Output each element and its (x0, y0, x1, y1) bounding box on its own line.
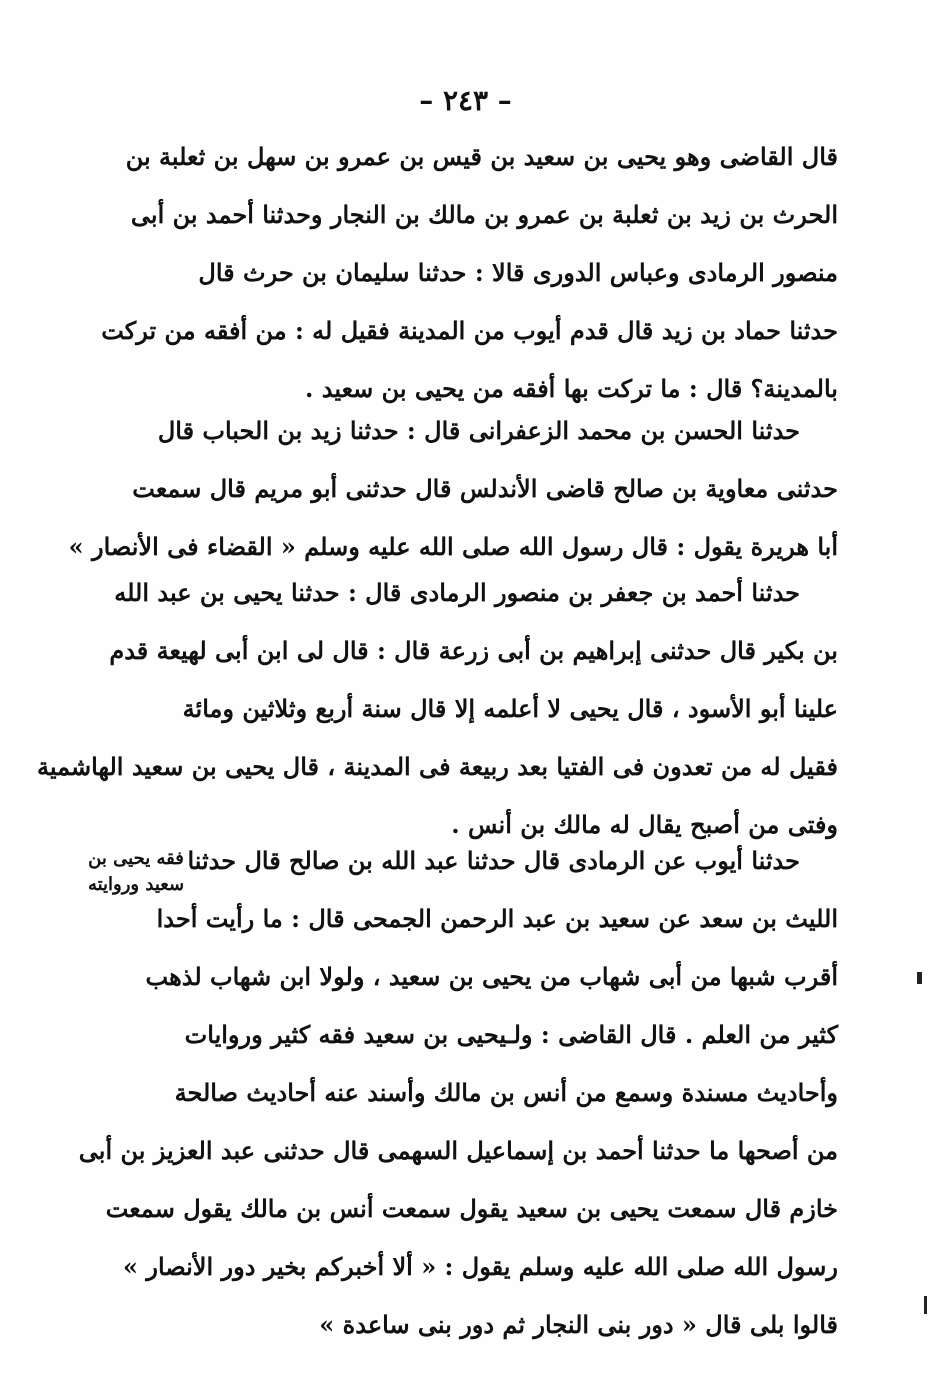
text-line: بن بكير قال حدثنى إبراهيم بن أبى زرعة قال : قال لى ابن أبى لهيعة قدم (109, 636, 838, 665)
paragraph (68, 402, 838, 576)
text-line: بالمدينة؟ قال : ما تركت بها أفقه من يحيى بن سعيد . (305, 374, 838, 403)
text-line: من أصحها ما حدثنا أحمد بن إسماعيل السهمى قال حدثنى عبد العزيز بن أبى (78, 1136, 838, 1165)
paragraph (101, 128, 838, 418)
text-line: أبا هريرة يقول : قال رسول الله صلى الله عليه وسلم « القضاء فى الأنصار » (68, 532, 838, 561)
text-line: الليث بن سعد عن سعيد بن عبد الرحمن الجمحى قال : ما رأيت أحدا (156, 904, 838, 933)
text-line: علينا أبو الأسود ، قال يحيى لا أعلمه إلا قال سنة أربع وثلاثين ومائة (182, 694, 838, 723)
scan-speck (917, 972, 922, 984)
text-line: حدثنا أحمد بن جعفر بن منصور الرمادى قال : حدثنا يحيى بن عبد الله (114, 578, 800, 607)
text-line: كثير من العلم . قال القاضى : ولـيحيى بن سعيد فقه كثير وروايات (184, 1020, 838, 1049)
margin-note-line: سعيد وروايته (87, 874, 185, 895)
text-line: منصور الرمادى وعباس الدورى قالا : حدثنا سليمان بن حرث قال (198, 258, 838, 287)
page-number: – ٢٤٣ – (419, 84, 512, 117)
text-line: خازم قال سمعت يحيى بن سعيد يقول سمعت أنس بن مالك يقول سمعت (105, 1194, 838, 1223)
text-line: حدثنا أيوب عن الرمادى قال حدثنا عبد الله بن صالح قال حدثنا (187, 846, 800, 875)
text-line: وفتى من أصبح يقال له مالك بن أنس . (451, 810, 838, 839)
text-line: الحرث بن زيد بن ثعلبة بن عمرو بن مالك بن النجار وحدثنا أحمد بن أبى (130, 200, 838, 229)
text-line: قال القاضى وهو يحيى بن سعيد بن قيس بن عمرو بن سهل بن ثعلبة بن (125, 142, 838, 171)
text-line: حدثنا الحسن بن محمد الزعفرانى قال : حدثنا زيد بن الحباب قال (157, 416, 800, 445)
text-line: حدثنا حماد بن زيد قال قدم أيوب من المدينة فقيل له : من أفقه من تركت (101, 316, 838, 345)
scan-speck (924, 1296, 927, 1314)
text-line: حدثنى معاوية بن صالح قاضى الأندلس قال حدثنى أبو مريم قال سمعت (132, 474, 838, 503)
margin-note-line: فقه يحيى بن (88, 848, 184, 869)
text-line: قالوا بلى قال « دور بنى النجار ثم دور بنى ساعدة » (319, 1310, 838, 1339)
text-line: رسول الله صلى الله عليه وسلم يقول : « ألا أخبركم بخير دور الأنصار » (123, 1252, 838, 1281)
text-line: فقيل له من تعدون فى الفتيا بعد ربيعة فى المدينة ، قال يحيى بن سعيد الهاشمية (37, 752, 838, 781)
text-line: وأحاديث مسندة وسمع من أنس بن مالك وأسند عنه أحاديث صالحة (174, 1078, 838, 1107)
paragraph (37, 564, 838, 854)
text-line: أقرب شبها من أبى شهاب من يحيى بن سعيد ، ولولا ابن شهاب لذهب (145, 962, 838, 991)
